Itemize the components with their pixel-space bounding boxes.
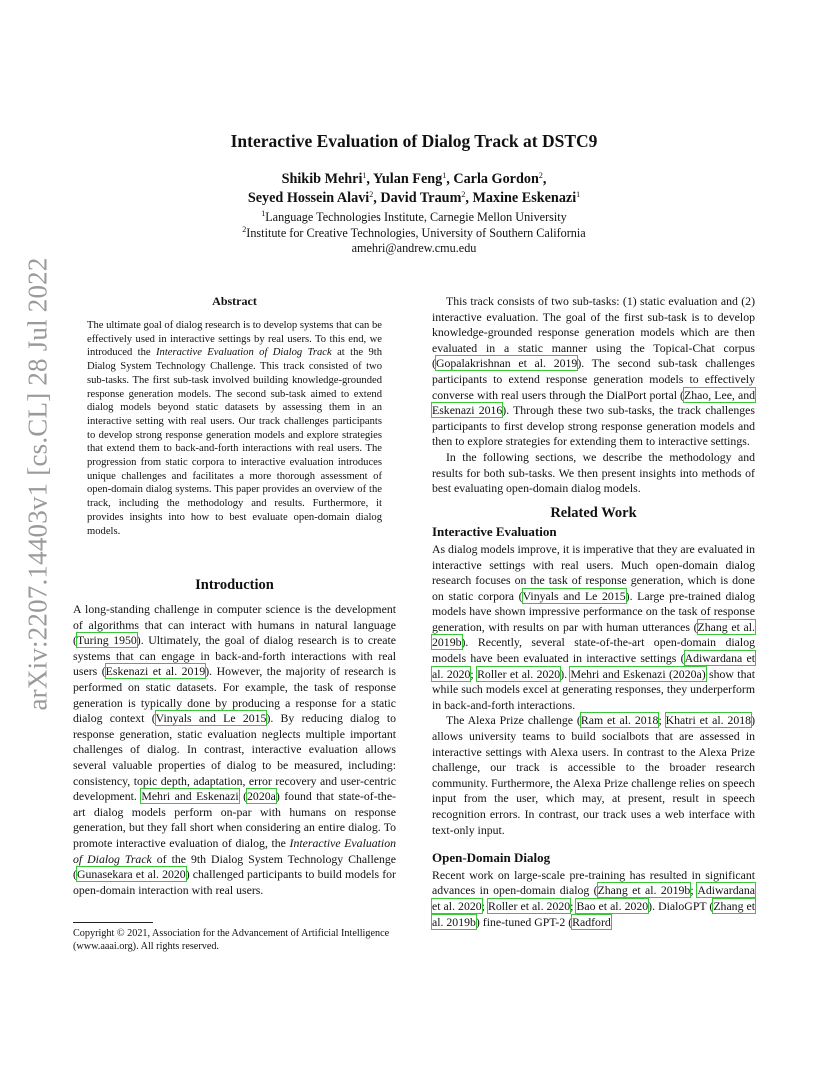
- author-name: Maxine Eskenazi: [472, 190, 577, 206]
- introduction-body: A long-standing challenge in computer science is the development of algorithms that can interact with humans in natural language (Turing 1950). Ultimately, the goal of dialog research is to create systems that can engage in back-and-forth interactions with real users (Eskenazi et al. 2019). However, the majority of research is performed on static datasets. For example, the task of response generation is typically done by producing a response for a static dialog context (Vinyals and Le 2015). By reducing dialog to response generation, static evaluation neglects multiple important challenges of dialog. In contrast, interactive evaluation allows several valuable properties of dialog to be measured, including: consistency, topic depth, adaptation, error recovery and user-centric development. Mehri and Eskenazi (2020a) found that state-of-the-art dialog models perform on-par with humans on response generation, but they fall short when considering an entire dialog. To promote interactive evaluation of dialog, the Interactive Evaluation of Dialog Track of the 9th Dialog System Technology Challenge (Gunasekara et al. 2020) challenged participants to build models for open-domain interaction with real users.: [73, 602, 397, 897]
- alexa-prize-paragraph: The Alexa Prize challenge (Ram et al. 2018; Khatri et al. 2018) allows university teams to build socialbots that are assessed in interactive settings with Alexa users. In contrast to the Alexa Prize challenge, our track is accessible to the broader research community. Furthermore, the Alexa Prize challenge relies on speech input from the user, which may, at present, result in speech recognition errors. In contrast, our track uses a web interface with text-only input.: [432, 713, 755, 837]
- affiliation-2: [0, 226, 828, 241]
- citation-link[interactable]: Roller et al. 2020: [487, 898, 571, 913]
- citation-link[interactable]: Zhang et al. 2019b: [432, 619, 755, 650]
- affiliation-1: [0, 210, 828, 225]
- citation-link[interactable]: Vinyals and Le 2015: [155, 711, 267, 726]
- citation-link[interactable]: Eskenazi et al. 2019: [105, 664, 206, 679]
- affiliation-marker: 1: [362, 171, 367, 180]
- citation-link[interactable]: Gunasekara et al. 2020: [76, 867, 186, 882]
- open-domain-dialog-heading: Open-Domain Dialog: [432, 850, 551, 866]
- copyright-footnote: Copyright © 2021, Association for the Advancement of Artificial Intelligence (www.aaai.org). All rights reserved.: [73, 928, 390, 952]
- open-domain-dialog-paragraph: Recent work on large-scale pre-training has resulted in significant advances in open-domain dialog (Zhang et al. 2019b; Adiwardana et al. 2020; Roller et al. 2020; Bao et al. 2020). DialoGPT (Zhang et al. 2019b) fine-tuned GPT-2 (Radford: [432, 867, 756, 929]
- citation-link[interactable]: Mehri and Eskenazi: [141, 789, 239, 804]
- citation-link[interactable]: Ram et al. 2018: [580, 713, 659, 728]
- affiliation-text: Language Technologies Institute, Carnegie Mellon University: [265, 210, 567, 224]
- abstract-heading: Abstract: [212, 294, 257, 308]
- affiliation-marker: 1: [442, 171, 447, 180]
- citation-link[interactable]: Roller et al. 2020: [477, 666, 561, 681]
- related-work-heading: Related Work: [550, 504, 637, 521]
- author-line-2: Seyed Hossein Alavi$^2$, David Traum$^2$, Maxine Eskenazi$^1$: [247, 190, 581, 206]
- affiliation-marker: 2: [242, 225, 247, 234]
- paper-title: Interactive Evaluation of Dialog Track at DSTC9: [230, 131, 598, 151]
- interactive-evaluation-paragraph: As dialog models improve, it is imperative that they are evaluated in interactive settings with real users. Much open-domain dialog research focuses on the task of response generation, which is done on static corpora (Vinyals and Le 2015). Large pre-trained dialog models have shown impressive performance on the task of response generation, with results on par with human utterances (Zhang et al. 2019b). Recently, several state-of-the-art open-domain dialog models have been evaluated in interactive settings (Adiwardana et al. 2020; Roller et al. 2020). Mehri and Eskenazi (2020a) show that while such models excel at generating responses, they underperform in back-and-forth interactions.: [432, 541, 756, 712]
- citation-link[interactable]: Bao et al. 2020: [576, 898, 649, 913]
- author-name: Yulan Feng: [372, 171, 443, 187]
- arxiv-identifier: arXiv:2207.14403v1 [cs.CL] 28 Jul 2022: [22, 257, 53, 711]
- abstract-body: The ultimate goal of dialog research is to develop systems that can be effectively used in interactive settings by real users. To this end, we introduced the Interactive Evaluation of Dialog Track at the 9th Dialog System Technology Challenge. This track consisted of two sub-tasks. The first sub-task involved building knowledge-grounded response generation models. The second sub-task aimed to extend dialog models beyond static datasets by assessing them in an interactive setting with real users. Our track challenges participants to develop strong response generation models and explore strategies that extend them to back-and-forth interactions with real users. The progression from static corpora to interactive evaluation introduces unique challenges and facilitates a more thorough assessment of open-domain dialog systems. This paper provides an overview of the track, including the methodology and results. Furthermore, it provides insights into how to best evaluate open-domain dialog models.: [87, 320, 382, 537]
- citation-link[interactable]: Khatri et al. 2018: [665, 713, 752, 728]
- citation-link[interactable]: Adiwardana et al. 2020: [432, 883, 755, 913]
- author-name: Seyed Hossein Alavi: [247, 190, 370, 206]
- affiliation-text: Institute for Creative Technologies, University of Southern California: [246, 226, 586, 240]
- citation-link[interactable]: Radford: [572, 914, 611, 929]
- author-name: Shikib Mehri: [281, 171, 363, 187]
- author-name: Carla Gordon: [453, 171, 539, 187]
- citation-link[interactable]: Turing 1950: [76, 633, 137, 648]
- citation-link[interactable]: Zhang et al. 2019b: [597, 883, 691, 898]
- author-name: David Traum: [380, 190, 462, 206]
- author-line-1: Shikib Mehri$^1$, Yulan Feng$^1$, Carla Gordon$^2$,: [281, 171, 547, 187]
- citation-link[interactable]: Zhao, Lee, and Eskenazi 2016: [432, 387, 755, 418]
- interactive-evaluation-heading: Interactive Evaluation: [432, 524, 557, 540]
- track-overview-paragraph: This track consists of two sub-tasks: (1) static evaluation and (2) interactive evaluation. The goal of the first sub-task is to develop knowledge-grounded response generation models which are then evaluated in a static manner using the Topical-Chat corpus (Gopalakrishnan et al. 2019). The second sub-task challenges participants to extend response generation models to effectively converse with real users through the DialPort portal (Zhao, Lee, and Eskenazi 2016). Through these two sub-tasks, the track challenges participants to first develop strong response generation models and then to explore strategies for extending them to interactive settings.: [432, 294, 755, 449]
- outline-paragraph: In the following sections, we describe the methodology and results for both sub-tasks. We then present insights into methods of best evaluating open-domain dialog models.: [432, 449, 755, 496]
- introduction-heading: Introduction: [195, 577, 274, 593]
- citation-link[interactable]: Vinyals and Le 2015: [522, 588, 626, 603]
- affiliation-marker: 2: [369, 190, 374, 199]
- affiliation-marker: 2: [538, 171, 543, 180]
- footnote-divider: [73, 922, 153, 923]
- track-name: Interactive Evaluation of Dialog Track: [156, 347, 332, 359]
- citation-link[interactable]: Mehri and Eskenazi (2020a): [570, 666, 706, 681]
- affiliation-marker: 1: [261, 209, 266, 218]
- author-email: amehri@andrew.cmu.edu: [351, 241, 477, 255]
- citation-link[interactable]: Gopalakrishnan et al. 2019: [435, 356, 578, 371]
- citation-link[interactable]: Zhang et al. 2019b: [432, 898, 756, 929]
- affiliation-marker: 2: [461, 190, 466, 199]
- citation-link[interactable]: Adiwardana et al. 2020: [432, 651, 755, 681]
- citation-link[interactable]: 2020a: [247, 789, 276, 804]
- affiliation-marker: 1: [576, 190, 581, 199]
- right-column: [432, 294, 755, 930]
